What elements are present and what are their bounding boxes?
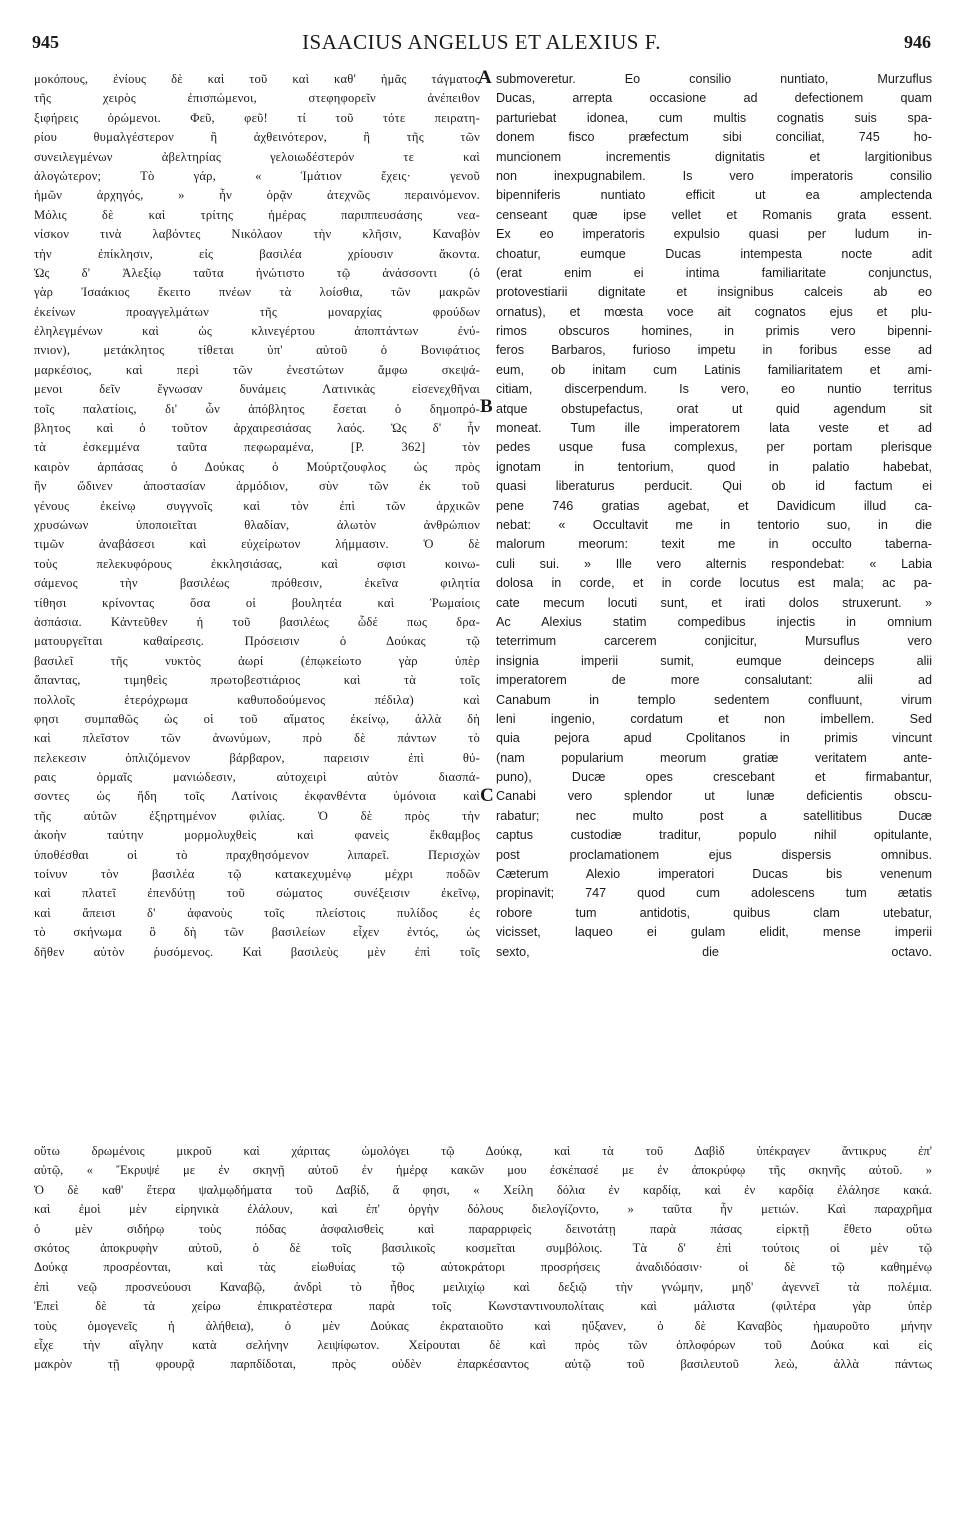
greek-text-line: Ὡς δ' Ἀλεξίῳ ταῦτα ἠνώτιστο τῷ ἀνάσσοντι (ὁ xyxy=(34,265,480,280)
greek-text-line: τιμῶν ἀναβάσεσι καὶ εὐχείρωτον λήμμασιν. Ὁ δὲ xyxy=(34,537,480,552)
latin-text-line: (erat enim ei intima familiaritate conjunctus, xyxy=(496,265,932,280)
page-number-right: 946 xyxy=(904,32,931,52)
greek-text-line: πελεκεσιν ὁπλιζόμενον βάρβαρον, παρεισιν ἐπὶ θύ- xyxy=(34,750,480,765)
latin-text-line: Ducas, arrepta occasione ad defectionem quam xyxy=(496,91,932,106)
latin-text-line: feros Barbaros, furioso impetu in foribus esse ad xyxy=(496,343,932,358)
latin-text-line: moneat. Tum ille imperatorem lata veste et ad xyxy=(496,421,932,436)
margin-marker-b: B xyxy=(480,396,493,417)
latin-text-line: teterrimum carcerem conjicitur, Mursuflus vero xyxy=(496,634,932,649)
bottom-text-line: Ἐπεὶ δὲ τὰ χείρω ἐπικρατέστερα παρὰ τοῖς Κωνσταντινουπολίταις καὶ μάλιστα (φιλτέρα γὰρ ὑπὲρ xyxy=(34,1299,932,1314)
latin-text-line: ornatus), et mœsta voce ait cognatos ejus et plu- xyxy=(496,304,932,319)
greek-text-line: ἀσπάσια. Κἀντεῦθεν ἡ τοῦ βασιλέως ὧδέ πως δρα- xyxy=(34,614,480,629)
latin-text-line: nebat: « Occultavit me in tentorio suo, in die xyxy=(496,517,932,532)
latin-text-line: robore tum antidotis, quibus clam utebatur, xyxy=(496,905,932,920)
greek-text-line: βλητος καὶ ὁ τοῦτον ἀρχαιρεσιάσας λαός. Ὡς δ' ἦν xyxy=(34,421,480,436)
greek-text-line: σοντες ὡς ἤδη τοῖς Λατίνοις ἐκφανθέντα ὑμόνοια καὶ xyxy=(34,789,480,804)
latin-text-line: parturiebat idonea, cum multis cognatis suis spa- xyxy=(496,110,932,125)
greek-text-line: καὶ ἄπεισι δ' ἀφανοὺς τοῖς πλείστοις πυλίδος ἐς xyxy=(34,905,480,920)
latin-text-line: non inexpugnabilem. Is vero imperatoris consilio xyxy=(496,168,932,183)
latin-text-line: ignotam in tentorium, quod in palatio habebat, xyxy=(496,459,932,474)
greek-text-column xyxy=(34,70,480,962)
latin-text-line: quia pejora apud Cpolitanos in primis vincunt xyxy=(496,731,932,746)
greek-text-line: μαρκέσιος, καὶ περὶ τῶν ἐνεστώτων ἄμφω σκεψά- xyxy=(34,362,480,377)
bottom-text-line: μακρὸν τῇ φρουρᾷ παρπδίδοται, πρὸς οὐδὲν ἐπαρκέσαντος αὐτῷ τοῦ βασιλευτοῦ λεὼ, ἀλλὰ πάντως xyxy=(34,1357,932,1372)
latin-text-line: (nam popularium meorum gratiæ veritatem ante- xyxy=(496,750,932,765)
bottom-text-line: ἐπὶ νεῷ προσνεύουσι Καναβῷ, ἀνδρὶ τὸ ἦθος μειλιχίῳ καὶ δεξιῷ τὴν γνώμην, μηδ' ἀγεννεῖ τὰ πολέμια. xyxy=(34,1279,932,1294)
greek-text-line: τοῖς παλατίοις, δι' ὧν ἀπόβλητος ἔσεται ὁ δημοπρό- xyxy=(34,401,480,416)
greek-text-line: τὰ ἐσκεμμένα ταῦτα πεφωραμένα, [P. 362] τὸν xyxy=(34,440,480,455)
greek-text-line: Μόλις δὲ καὶ τρίτης ἡμέρας παριππευσάσης νεα- xyxy=(34,207,480,222)
margin-marker-a: A xyxy=(478,67,492,88)
greek-text-line: μενοι δεῖν ἔγνωσαν δυνάμεις Λατινικὰς εἰσενεχθῆναι xyxy=(34,382,480,397)
greek-text-line: ἣν ὤδινεν ἀποστασίαν ἁρμόδιον, σὺν τῶν ἐκ τοῦ xyxy=(34,479,480,494)
bottom-text-line: αὐτῷ, « Ἔκρυψέ με ἐν σκηνῇ αὐτοῦ ἐν ἡμέρᾳ κακῶν μου ἐσκέπασέ με ἐν ἀποκρύφῳ τῆς σκηνῆς αὐτοῦ. » xyxy=(34,1163,932,1178)
latin-text-line: imperatorem de more consalutant: alii ad xyxy=(496,673,932,688)
latin-text-line: pedes usque fusa complexus, per portam plerisque xyxy=(496,440,932,455)
greek-text-line: γένους ἐκείνῳ συγγνοῖς καὶ τὸν ἐπὶ τῶν ἀρχικῶν xyxy=(34,498,480,513)
greek-text-line: τὸ σκήνωμα ὃ δὴ τῶν βασιλείων εἶχεν ἐντός, ὡς xyxy=(34,925,480,940)
bottom-text-line: ὁ μὲν σιδήρῳ τοὺς πόδας ἀσφαλισθεὶς καὶ παραρριφεὶς δεινοτάτῃ παρὰ πάσας εἱρκτῇ ἔθετο οὕτω xyxy=(34,1221,932,1236)
bottom-text-line: Ὁ δὲ καθ' ἕτερα ψαλμῳδήματα τοῦ Δαβίδ, ἅ φησι, « Χείλη δόλια ἐν καρδίᾳ, καὶ ἐν καρδίᾳ ἐλάλησε κακά. xyxy=(34,1182,932,1197)
greek-text-line: ἡμῶν ἀρχηγός, » ἦν ὁρᾷν ἀτεχνῶς περαινόμενον. xyxy=(34,188,480,203)
latin-text-line: puno), Ducæ opes crescebant et firmabantur, xyxy=(496,770,932,785)
bottom-text-line: Δούκᾳ προσρέονται, καὶ τὰς εἰωθυίας τῷ αὐτοκράτορι προσρήσεις ἀναδιδόασιν· οἱ δὲ τῷ καθημένῳ xyxy=(34,1260,932,1275)
greek-text-line: ματουργεῖται καθαίρεσις. Πρόσεισιν ὁ Δούκας τῷ xyxy=(34,634,480,649)
greek-text-line: ξιφήρεις ὁρώμενοι. Φεῦ, φεῦ! τί τοῦ τότε πειρατη- xyxy=(34,110,480,125)
greek-text-line: ὑποθέσθαι οἱ τὸ πραχθησόμενον λιπαρεῖ. Περισχὼν xyxy=(34,847,480,862)
greek-text-line: πνιον), μετάκλητος τίθεται ὑπ' αὐτοῦ ὁ Βονιφάτιος xyxy=(34,343,480,358)
greek-text-line: πολλοῖς ἑτερόχρωμα καθυποδούμενος πέδιλα) καὶ xyxy=(34,692,480,707)
greek-full-width-block xyxy=(34,1142,932,1375)
latin-text-line: Canabum in templo sedentem confluunt, virum xyxy=(496,692,932,707)
greek-text-line: νίσκον τινὰ λαβόντες Νικόλαον τὴν κλῆσιν, Καναβὸν xyxy=(34,227,480,242)
latin-text-line: eum, ob initam cum Latinis familiaritatem et ami- xyxy=(496,362,932,377)
greek-text-line: ἐκείνων προαγγελμάτων τῆς μοναρχίας φρούδων xyxy=(34,304,480,319)
latin-text-line: Cæterum Alexio imperatori Ducas bis venenum xyxy=(496,867,932,882)
greek-text-line: συνειλεγμένων ἀβελτηρίας γελοιωδέστερόν τε καὶ xyxy=(34,149,480,164)
latin-text-line: propinavit; 747 quod cum adolescens tum ætatis xyxy=(496,886,932,901)
latin-text-line: rimos obscuros homines, in primis vero bipenni- xyxy=(496,324,932,339)
latin-text-column xyxy=(496,70,932,962)
greek-text-line: τοίνυν τὸν βασιλέα τῷ κατακεχυμένῳ μέχρι ποδῶν xyxy=(34,867,480,882)
bottom-text-line: εἶχε τὴν αἴγλην κατὰ σελήνην λειψίφωτον. Χείρουται δὲ καὶ πρὸς τῶν ὁπλοφόρων τοῦ Δούκα καὶ εἰς xyxy=(34,1337,932,1352)
latin-text-line: culi sui. » Ille vero alternis respondebat: « Labia xyxy=(496,556,932,571)
bottom-text-line: καὶ ἐμοὶ μὲν εἰρηνικὰ ἐλάλουν, καὶ ἐπ' ὀργὴν δόλους διελογίζοντο, » ταῦτα ἦν μετιών. Καὶ παραχρῆμα xyxy=(34,1202,932,1217)
greek-text-line: χρυσώνων ὑποποιεῖται θλαδίαν, ἀλωτὸν ἀνθρώπιον xyxy=(34,517,480,532)
latin-text-line: Ex eo imperatoris expulsio quasi per ludum in- xyxy=(496,227,932,242)
greek-text-line: μοκόπους, ἐνίους δὲ καὶ τοῦ καὶ καθ' ἡμᾶς τάγματος xyxy=(34,72,480,86)
greek-text-line: ἀλογώτερον; Τὸ γάρ, « Ἱμάτιον ἔχεις· γενοῦ xyxy=(34,168,480,183)
latin-text-line: pene 746 gratias agebat, et Davidicum illud ca- xyxy=(496,498,932,513)
latin-text-line: leni ingenio, cordatum et non imbellem. Sed xyxy=(496,711,932,726)
greek-text-line: ἀκοὴν ταύτην μορμολυχθεὶς καὶ φανεὶς ἔκθαμβος xyxy=(34,828,480,843)
latin-text-line: citiam, discerpendum. Is vero, eo nuntio territus xyxy=(496,382,932,397)
latin-text-line: quasi liberaturus perducit. Qui ob id factum ei xyxy=(496,479,932,494)
latin-text-line: dolosa in corde, et in corde locutus est mala; ac pa- xyxy=(496,576,932,591)
latin-text-line: rabatur; nec multo post a satellitibus Ducæ xyxy=(496,808,932,823)
latin-text-line: sexto, die octavo. xyxy=(496,944,932,959)
latin-text-line: post proclamationem ejus dispersis omnibus. xyxy=(496,847,932,862)
latin-text-line: malorum meorum: texit me in occulto taberna- xyxy=(496,537,932,552)
running-title: ISAACIUS ANGELUS ET ALEXIUS F. xyxy=(302,30,661,54)
latin-text-line: atque obstupefactus, orat ut quid agendum sit xyxy=(496,401,932,416)
greek-text-line: ρίου θυμαλγέστερον ἢ ἀχθεινότερον, ἢ τῆς τῶν xyxy=(34,130,480,145)
greek-text-line: καὶ πλατεῖ ἐπενδύτῃ τοῦ σώματος συνέξεισιν ἐκεῖνῳ, xyxy=(34,886,480,901)
greek-text-line: σάμενος τὴν βασιλέως πρόθεσιν, ἐκεῖνα φιλητία xyxy=(34,576,480,591)
greek-text-line: δῆθεν αὐτὸν ῥυσόμενος. Καὶ βασιλεὺς μὲν ἐπὶ τοῖς xyxy=(34,944,480,959)
latin-text-line: insignia imperii sumit, eumque deinceps alii xyxy=(496,653,932,668)
latin-text-line: captus custodiæ traditur, populo nihil opitulante, xyxy=(496,828,932,843)
latin-text-line: censeant quæ ipse vellet et Romanis grata essent. xyxy=(496,207,932,222)
greek-text-line: τίθησι κρίνοντας ὅσα οἱ βουλητέα καὶ Ῥωμαίοις xyxy=(34,595,480,610)
page-number-left: 945 xyxy=(32,32,59,52)
latin-text-line: Ac Alexius statim compedibus injectis in omnium xyxy=(496,614,932,629)
margin-marker-c: C xyxy=(480,785,494,806)
latin-text-line: bipenniferis nuntiato efficit ut ea amplectenda xyxy=(496,188,932,203)
greek-text-line: καιρὸν ἁρπάσας ὁ Δούκας ὁ Μούρτζουφλος ὡς πρὸς xyxy=(34,459,480,474)
bottom-text-line: σκότος ἀποκρυφὴν αὐτοῦ, ὁ δὲ τοῖς βασιλικοῖς κοσμεῖται συμβόλοις. Τὰ δ' ἐπὶ τούτοις οἱ μὲν τῷ xyxy=(34,1240,932,1255)
bottom-text-line: τοὺς ὁμογενεῖς ἡ ἀλήθεια), ὁ μὲν Δούκας ἐκραταιοῦτο καὶ ηὔξανεν, ὁ δὲ Καναβὸς ἠμαυροῦτο μήνην xyxy=(34,1318,932,1333)
latin-text-line: protovestiarii dignitate et insignibus calceis ab eo xyxy=(496,285,932,300)
greek-text-line: γὰρ Ἰσαάκιος ἔκειτο πνέων τὰ λοίσθια, τῶν μακρῶν xyxy=(34,285,480,300)
greek-text-line: τοὺς πελεκυφόρους ἐκκλησιάσας, καὶ σφισι κοινω- xyxy=(34,556,480,571)
latin-text-line: cate mecum locuti sunt, et irati dolos struxerunt. » xyxy=(496,595,932,610)
latin-text-line: submoveretur. Eo consilio nuntiato, Murzuflus xyxy=(496,72,932,86)
bottom-text-line: οὕτω δρωμένοις μικροῦ καὶ χάριτας ὡμολόγει τῷ Δούκᾳ, καὶ τὰ τοῦ Δαβὶδ ὑπέκραγεν ἄντικρυς ἐπ' xyxy=(34,1144,932,1158)
greek-text-line: ραις ὁρμαῖς μανιώδεσιν, αὐτοχειρὶ αὐτὸν διασπά- xyxy=(34,770,480,785)
page-header xyxy=(32,28,931,58)
greek-text-line: τὴν ἐπίκλησιν, εἰς βασιλέα χρίουσιν ἄκοντα. xyxy=(34,246,480,261)
latin-text-line: donem fisco præfectum sibi conciliat, 745 ho- xyxy=(496,130,932,145)
greek-text-line: φησι συμπαθῶς ὡς οἱ τοῦ αἵματος ἐκείνῳ, ἀλλὰ δὴ xyxy=(34,711,480,726)
greek-text-line: βασιλεῖ τῆς νυκτὸς ἀωρί (ἐπῳκείωτο γὰρ ὑπὲρ xyxy=(34,653,480,668)
greek-text-line: ἐληλεγμένων καὶ ὡς κλινεγέρτου ἀποπτάντων ἐνύ- xyxy=(34,324,480,339)
latin-text-line: choatur, eumque Ducas intempesta nocte adit xyxy=(496,246,932,261)
greek-text-line: τῆς χειρὸς ἐπισπώμενοι, στεφηφορεῖν ἀνέπειθον xyxy=(34,91,480,106)
latin-text-line: vicisset, laqueo ei gulam elidit, mense imperii xyxy=(496,925,932,940)
greek-text-line: ἅπαντας, τιμηθεὶς πρωτοβεστιάριος καὶ τὰ τοῖς xyxy=(34,673,480,688)
greek-text-line: καὶ πλεῖστον τῶν ἀνωνύμων, πρὸ δὲ πάντων τὸ xyxy=(34,731,480,746)
latin-text-line: Canabi vero splendor ut lunæ deficientis obscu- xyxy=(496,789,932,804)
latin-text-line: muncionem incrementis dignitatis et largitionibus xyxy=(496,149,932,164)
greek-text-line: τῆς αὐτῶν ἐξηρτημένον φιλίας. Ὁ δὲ πρὸς τὴν xyxy=(34,808,480,823)
